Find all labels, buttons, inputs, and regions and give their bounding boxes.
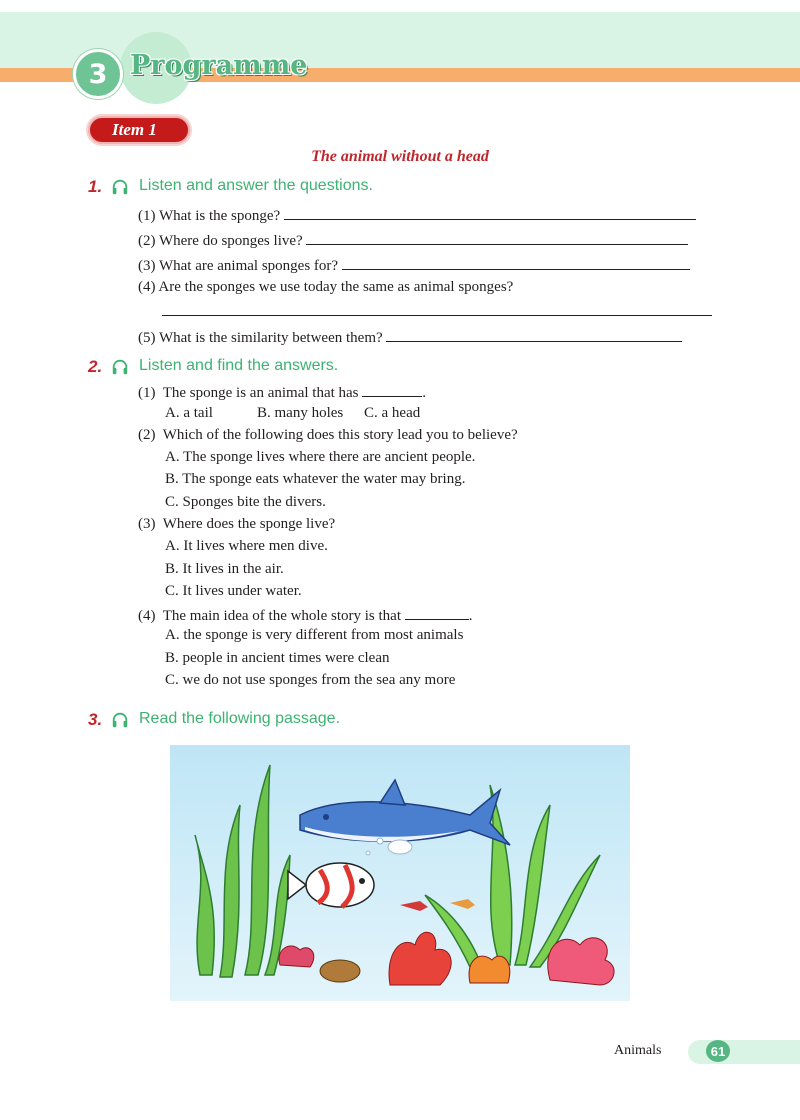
- option-b[interactable]: B. many holes: [257, 405, 344, 421]
- question-text: (2) Where do sponges live?: [138, 233, 303, 249]
- question-1-4: [138, 279, 513, 296]
- answer-blank[interactable]: [386, 327, 682, 342]
- option-b[interactable]: B. The sponge eats whatever the water may bring.: [165, 471, 466, 487]
- page-number: 61: [706, 1040, 730, 1062]
- question-end: .: [422, 385, 427, 401]
- option-a[interactable]: A. the sponge is very different from most animals: [165, 627, 464, 643]
- item-badge: Item 1: [88, 116, 190, 144]
- question-1-1: [138, 205, 696, 225]
- headphones-icon[interactable]: [111, 178, 129, 196]
- question-2-1: [138, 382, 426, 402]
- question-number: (2): [138, 427, 156, 443]
- question-number: (1): [138, 385, 156, 401]
- answer-blank[interactable]: [342, 255, 690, 270]
- answer-blank[interactable]: [362, 382, 422, 397]
- option-c[interactable]: C. It lives under water.: [165, 583, 302, 599]
- footer-unit-label: Animals: [614, 1043, 662, 1058]
- question-text: (3) What are animal sponges for?: [138, 258, 339, 274]
- answer-blank[interactable]: [162, 301, 712, 316]
- option-c[interactable]: C. Sponges bite the divers.: [165, 494, 326, 510]
- option-b[interactable]: B. It lives in the air.: [165, 561, 284, 577]
- answer-blank[interactable]: [306, 230, 688, 245]
- unit-number-badge: 3: [73, 49, 123, 99]
- question-number: (4): [138, 608, 156, 624]
- question-1-3: [138, 255, 690, 275]
- question-number: (3): [138, 516, 156, 532]
- section-3-number: 3.: [88, 710, 103, 729]
- option-a[interactable]: A. a tail: [165, 405, 213, 421]
- section-1-number: 1.: [88, 177, 103, 196]
- option-b[interactable]: B. people in ancient times were clean: [165, 650, 390, 666]
- option-a[interactable]: A. The sponge lives where there are ancient people.: [165, 449, 476, 465]
- question-2-2: [138, 427, 518, 444]
- option-c[interactable]: C. a head: [364, 405, 421, 421]
- headphones-icon[interactable]: [111, 358, 129, 376]
- question-text: (5) What is the similarity between them?: [138, 330, 383, 346]
- question-stem: Where does the sponge live?: [162, 516, 336, 532]
- answer-blank[interactable]: [284, 205, 696, 220]
- question-end: .: [468, 608, 473, 624]
- answer-blank[interactable]: [405, 605, 469, 620]
- question-stem: The main idea of the whole story is that: [162, 608, 402, 624]
- question-1-5: [138, 327, 682, 347]
- question-2-4: [138, 605, 473, 625]
- question-stem: Which of the following does this story lead you to believe?: [162, 427, 518, 443]
- question-text: (1) What is the sponge?: [138, 208, 281, 224]
- section-1-instruction: Listen and answer the questions.: [139, 177, 373, 194]
- question-text: (4) Are the sponges we use today the same as animal sponges?: [138, 279, 514, 295]
- section-title: Programme: [130, 50, 308, 81]
- underwater-illustration: [170, 745, 630, 1001]
- question-1-2: [138, 230, 688, 250]
- section-2-number: 2.: [88, 357, 103, 376]
- section-2-instruction: Listen and find the answers.: [139, 357, 339, 374]
- question-stem: The sponge is an animal that has: [162, 385, 359, 401]
- headphones-icon[interactable]: [111, 711, 129, 729]
- option-c[interactable]: C. we do not use sponges from the sea any more: [165, 672, 456, 688]
- story-title: The animal without a head: [311, 148, 489, 165]
- option-a[interactable]: A. It lives where men dive.: [165, 538, 328, 554]
- section-3-instruction: Read the following passage.: [139, 710, 341, 727]
- question-2-3: [138, 516, 335, 533]
- footer-pill: [688, 1040, 800, 1064]
